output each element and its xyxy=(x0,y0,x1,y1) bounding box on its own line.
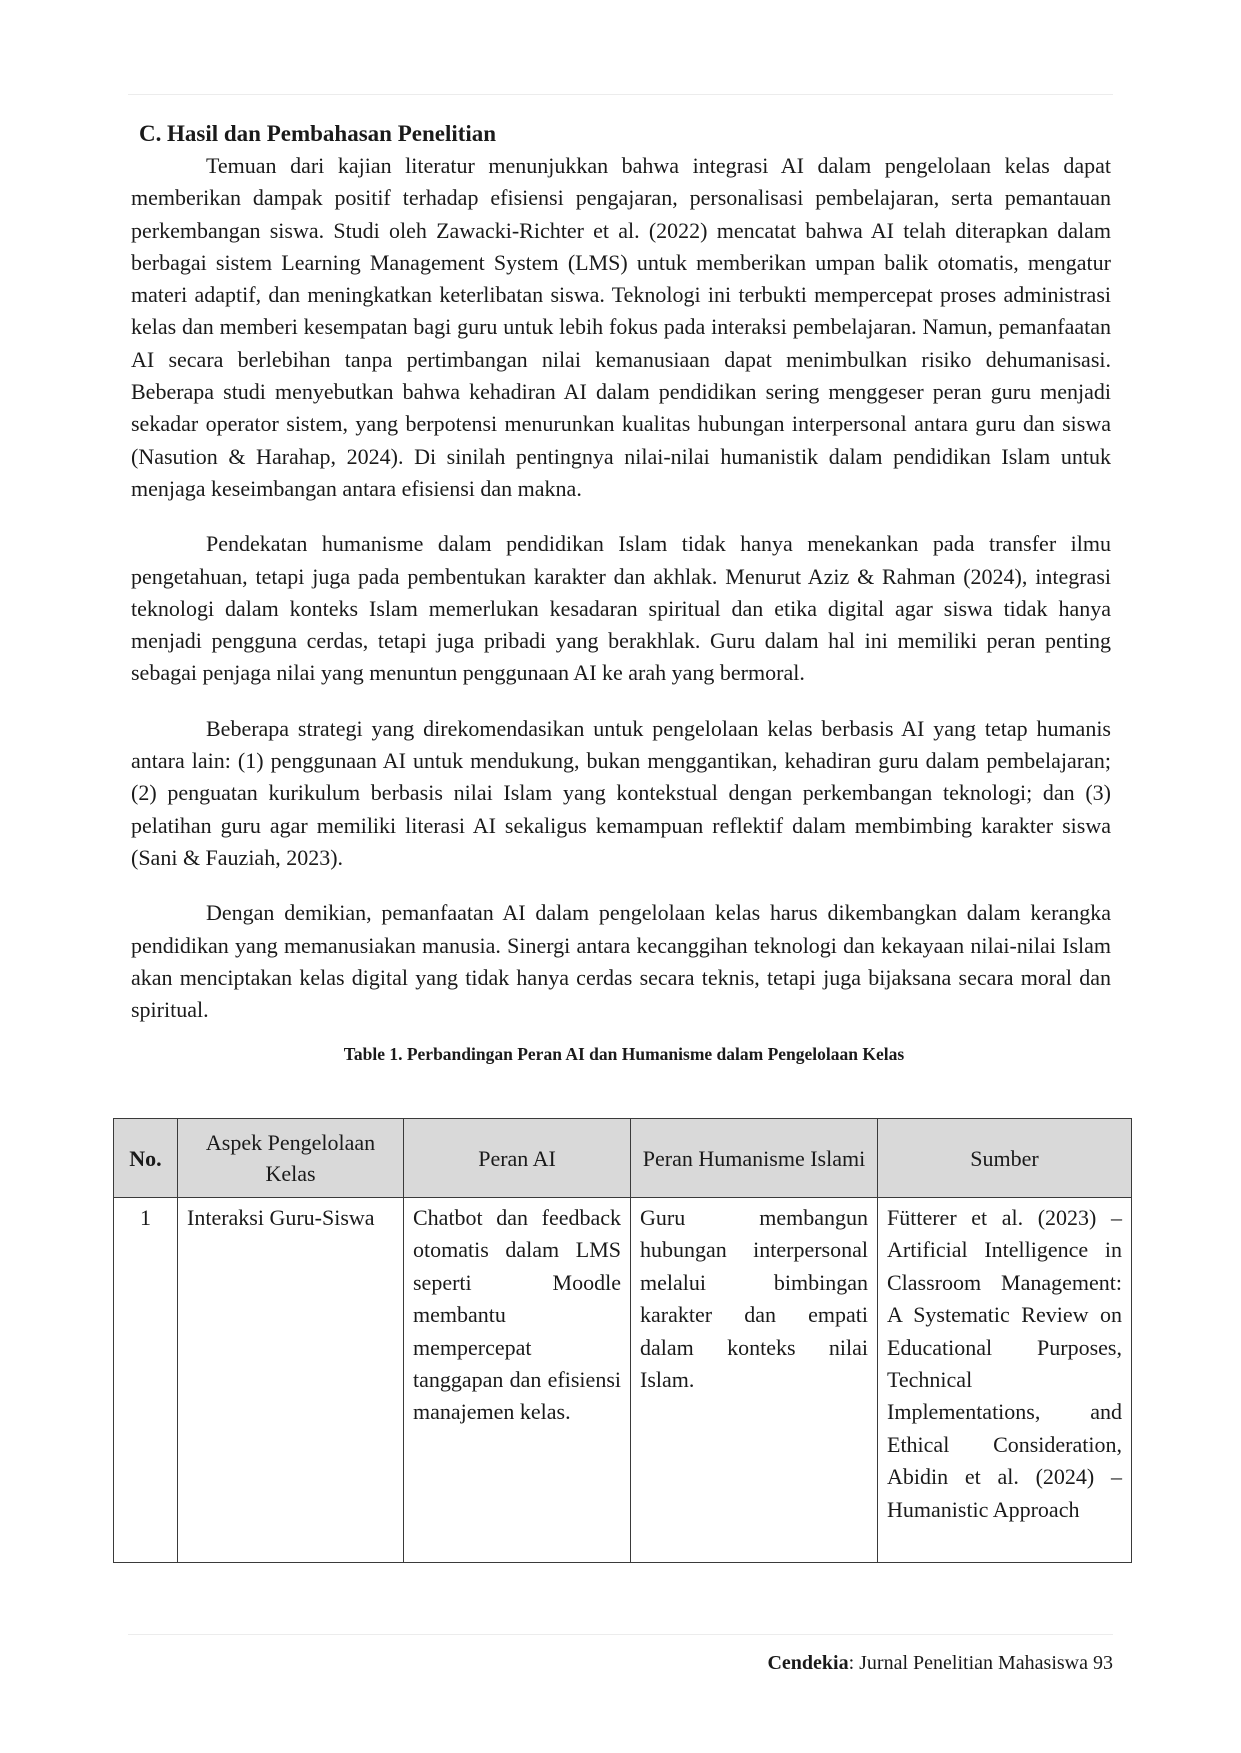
paragraph-3: Beberapa strategi yang direkomendasikan untuk pengelolaan kelas berbasis AI yang tetap humanis antara lain: (1) penggunaan AI untuk mendukung, bukan menggantikan, kehadiran guru dalam pembelajaran; (2) penguatan kurikulum berbasis nilai Islam yang kontekstual dengan perkembangan teknologi; dan (3) pelatihan guru agar memiliki literasi AI sekaligus kemampuan reflektif dalam membimbing karakter siswa (Sani & Fauziah, 2023). xyxy=(131,715,1111,870)
table-row xyxy=(114,1198,1132,1563)
cell-no: 1 xyxy=(114,1198,178,1563)
section-letter: C. xyxy=(139,121,162,146)
cell-source: Fütterer et al. (2023) – Artificial Intelligence in Classroom Management: A Systematic Review on Educational Purposes, Technical Implementations, and Ethical Consideration, Abidin et al. (2024) – Humanistic Approach xyxy=(878,1198,1132,1563)
comparison-table xyxy=(113,1118,1132,1563)
cell-ai-role: Chatbot dan feedback otomatis dalam LMS seperti Moodle membantu mempercepat tanggapan dan efisiensi manajemen kelas. xyxy=(404,1198,631,1563)
cell-aspect: Interaksi Guru-Siswa xyxy=(178,1198,404,1563)
header-rule xyxy=(128,94,1113,95)
table-caption: Table 1. Perbandingan Peran AI dan Humanisme dalam Pengelolaan Kelas xyxy=(343,1044,905,1065)
section-title: Hasil dan Pembahasan Penelitian xyxy=(167,121,497,146)
header-humanism-role: Peran Humanisme Islami xyxy=(631,1119,878,1198)
cell-humanism-role: Guru membangun hubungan interpersonal melalui bimbingan karakter dan empati dalam konteks nilai Islam. xyxy=(631,1198,878,1563)
section-heading xyxy=(139,118,1111,150)
page-footer xyxy=(767,1650,1113,1676)
page-body xyxy=(131,118,1111,1066)
paragraph-1: Temuan dari kajian literatur menunjukkan bahwa integrasi AI dalam pengelolaan kelas dapat memberikan dampak positif terhadap efisiensi pengajaran, personalisasi pembelajaran, serta pemantauan perkembangan siswa. Studi oleh Zawacki-Richter et al. (2022) mencatat bahwa AI telah diterapkan dalam berbagai sistem Learning Management System (LMS) untuk memberikan umpan balik otomatis, mengatur materi adaptif, dan meningkatkan keterlibatan siswa. Teknologi ini terbukti mempercepat proses administrasi kelas dan memberi kesempatan bagi guru untuk lebih fokus pada interaksi pembelajaran. Namun, pemanfaatan AI secara berlebihan tanpa pertimbangan nilai kemanusiaan dapat menimbulkan risiko dehumanisasi. Beberapa studi menyebutkan bahwa kehadiran AI dalam pendidikan sering menggeser peran guru menjadi sekadar operator sistem, yang berpotensi menurunkan kualitas hubungan interpersonal antara guru dan siswa (Nasution & Harahap, 2024). Di sinilah pentingnya nilai-nilai humanistik dalam pendidikan Islam untuk menjaga keseimbangan antara efisiensi dan makna. xyxy=(131,153,1111,501)
journal-subtitle-page: : Jurnal Penelitian Mahasiswa 93 xyxy=(848,1652,1113,1674)
header-aspect: Aspek Pengelolaan Kelas xyxy=(178,1119,404,1198)
header-no: No. xyxy=(114,1119,178,1198)
paragraph-4: Dengan demikian, pemanfaatan AI dalam pengelolaan kelas harus dikembangkan dalam kerangka pendidikan yang memanusiakan manusia. Sinergi antara kecanggihan teknologi dan kekayaan nilai-nilai Islam akan menciptakan kelas digital yang tidak hanya cerdas secara teknis, tetapi juga bijaksana secara moral dan spiritual. xyxy=(131,900,1111,1023)
header-ai-role: Peran AI xyxy=(404,1119,631,1198)
table-header-row xyxy=(114,1119,1132,1198)
footer-rule xyxy=(128,1634,1113,1635)
paragraph-2: Pendekatan humanisme dalam pendidikan Islam tidak hanya menekankan pada transfer ilmu pengetahuan, tetapi juga pada pembentukan karakter dan akhlak. Menurut Aziz & Rahman (2024), integrasi teknologi dalam konteks Islam memerlukan kesadaran spiritual dan etika digital agar siswa tidak hanya menjadi pengguna cerdas, tetapi juga pribadi yang berakhlak. Guru dalam hal ini memiliki peran penting sebagai penjaga nilai yang menuntun penggunaan AI ke arah yang bermoral. xyxy=(131,531,1111,686)
header-source: Sumber xyxy=(878,1119,1132,1198)
journal-name: Cendekia xyxy=(767,1652,849,1674)
